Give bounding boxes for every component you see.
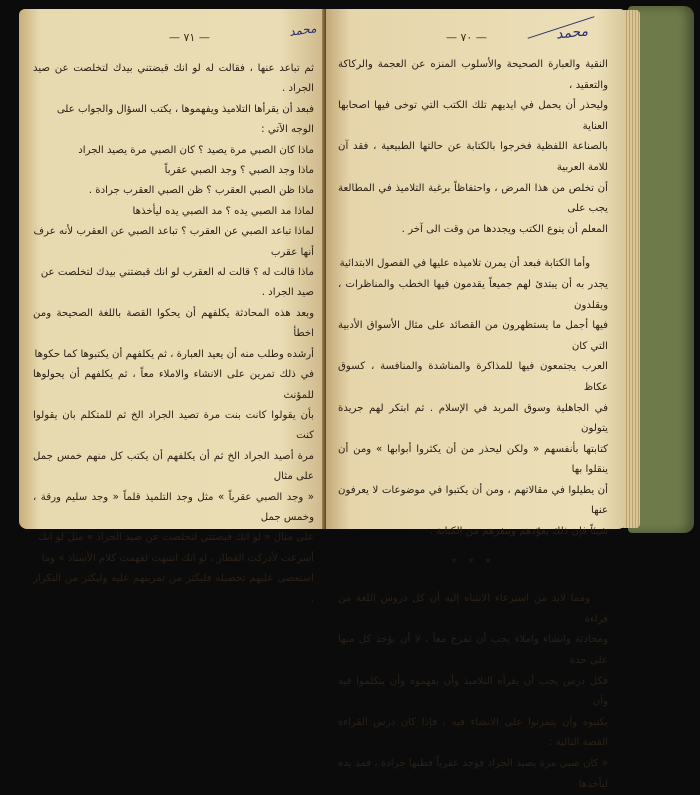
text-line: لماذا مد الصبي يده ؟ مد الصبي يده ليأخذها [132, 205, 314, 217]
text-line: مرة أصيد الجراد الخ ثم أن يكلفهم أن يكتب كل منهم خمس جمل على مثال [33, 450, 314, 483]
text-line: ماذا كان الصبي مرة يصيد ؟ كان الصبي مرة يصيد الجراد [78, 144, 314, 156]
text-line: أسرعت لأدركت القطار ، لو انك انتبهت لفهمت كلام الأستاذ » وما [41, 552, 314, 564]
text-line: « كان صبي مرة يصيد الجراد فوجد عقرباً فظنها جرادة ، فمد يده ليأخذها [338, 758, 608, 790]
paragraph-3 [338, 589, 608, 795]
text-line: في الجاهلية وسوق المربد في الإسلام . ثم ابتكر لهم جريدة يتولون [338, 402, 608, 435]
text-line: لماذا تباعد الصبي عن العقرب ؟ تباعد الصبي عن العقرب لأنه عرف [33, 226, 314, 238]
text-line: النقية والعبارة الصحيحة والأسلوب المنزه عن العجمة والركاكة والتعقيد ، [338, 59, 608, 91]
text-line: شيئاً فإن ذلك يعوّدهم وينفرهم من الكتابة . [429, 526, 608, 538]
text-line: المعلم أن ينوع الكتب ويجددها من وقت الى آخر . [401, 223, 608, 235]
text-line: أن تخلص من هذا المرض ، واحتفاظاً برغبة التلاميذ في المطالعة يجب على [338, 182, 608, 215]
text-line: بالصناعة اللفظية فخرجوا بالكتابة عن حالتها الطبيعية ، فقد آن للامة العربية [338, 141, 608, 173]
section-divider: * * * [451, 555, 495, 569]
text-line: وبعد هذه المحادثة يكلفهم أن يحكوا القصة باللغة الصحيحة ومن اخطأ [33, 307, 314, 340]
text-line: العرب يجتمعون فيها للمذاكرة والمناشدة والمنافسة ، كسوق عكاظ [338, 361, 608, 393]
paragraph-1 [338, 55, 608, 240]
text-line: ومما لابد من استرعاء الانتباه إليه أن كل دروس اللغة من قراءة [338, 593, 608, 625]
right-page-number: — ٧٠ — [446, 31, 487, 44]
text-line: أن يطيلوا في مقالاتهم ، ومن أن يكتبوا في موضوعات لا يعرفون عنها [338, 484, 608, 517]
text-line: يجدر به أن يبتدئ لهم جميعاً يقدمون فيها الخطب والمناظرات ، ويقلدون [338, 278, 608, 311]
right-page-text [338, 55, 608, 795]
text-line: أرشده وطلب منه أن يعيد العبارة ، ثم يكلفهم أن يكتبوها كما حكوها [34, 348, 314, 360]
text-line: « وجد الصبي عقرباً » مثل وجد التلميذ قلماً « وجد سليم ورقة ، وخمس جمل [33, 491, 314, 523]
right-page [326, 9, 626, 790]
text-line: ماذا قالت له ؟ قالت له العقرب لو انك قبضتني بيدك لتخلصت عن [40, 267, 314, 279]
text-line: على مثال « لو انك قبضتني لتخلصت عن صيد الجراد » مثل لو انك [38, 532, 314, 544]
text-line: في ذلك تمرين على الانشاء والاملاء معاً ، ثم يكلفهم أن يحولوها للمؤنث [33, 369, 314, 401]
ownership-stamp: محمد [555, 23, 589, 43]
text-line: يكتبوه وأن يتمرنوا على الانشاء فيه ، فإذا كان درس القراءة القصة التالية : [338, 716, 608, 749]
left-page-number: — ٧١ — [169, 31, 210, 44]
text-line: بأن يقولوا كانت بنت مرة تصيد الجراد الخ ثم للمتكلم بان يقولوا كنت [33, 409, 314, 442]
left-page-text [33, 59, 314, 610]
text-line: ومحادثة وانشاء واملاء يجب أن تمزج معاً ، لا أن يؤخذ كل منها على حدة [338, 634, 608, 667]
text-line: أنها عقرب [270, 246, 314, 258]
text-line: فكل درس يجب أن يقرأه التلاميذ وأن يفهموه وأن يتكلموا فيه وأن [338, 675, 608, 708]
ownership-stamp: محمد [288, 21, 318, 39]
paragraph-2 [338, 254, 608, 542]
text-line: وأما الكتابة فبعد أن يمرن تلاميذه عليها في الفصول الابتدائية [339, 258, 590, 270]
text-line: صيد الجراد . [261, 287, 314, 299]
left-page [19, 9, 326, 605]
text-line: ماذا وجد الصبي ؟ وجد الصبي عقرباً [164, 165, 314, 177]
text-line: الوجه الآتي : [261, 124, 314, 136]
text-line: وليحذر أن يحمل في ايديهم تلك الكتب التي توخى فيها اصحابها العناية [338, 100, 608, 132]
text-line: كتابتها بأنفسهم « ولكن ليحذر من أن يكثروا أبوابها » ومن أن ينقلوا بها [338, 443, 608, 476]
text-line: فيها أجمل ما يستظهرون من القصائد على مثال الأسواق الأدبية التي كان [338, 320, 608, 352]
text-line: فبعد أن يقرأها التلاميذ ويفهموها ، يكتب السؤال والجواب على [56, 103, 314, 115]
text-line: ثم تباعد عنها ، فقالت له لو انك قبضتني بيدك لتخلصت عن صيد الجراد . [33, 63, 314, 95]
text-line: استعصى عليهم تحصيله فليكثر من تمرينهم عليه وليكثر من التكرار . [33, 573, 314, 605]
text-line: ماذا ظن الصبي العقرب ؟ ظن الصبي العقرب جرادة . [88, 185, 314, 197]
